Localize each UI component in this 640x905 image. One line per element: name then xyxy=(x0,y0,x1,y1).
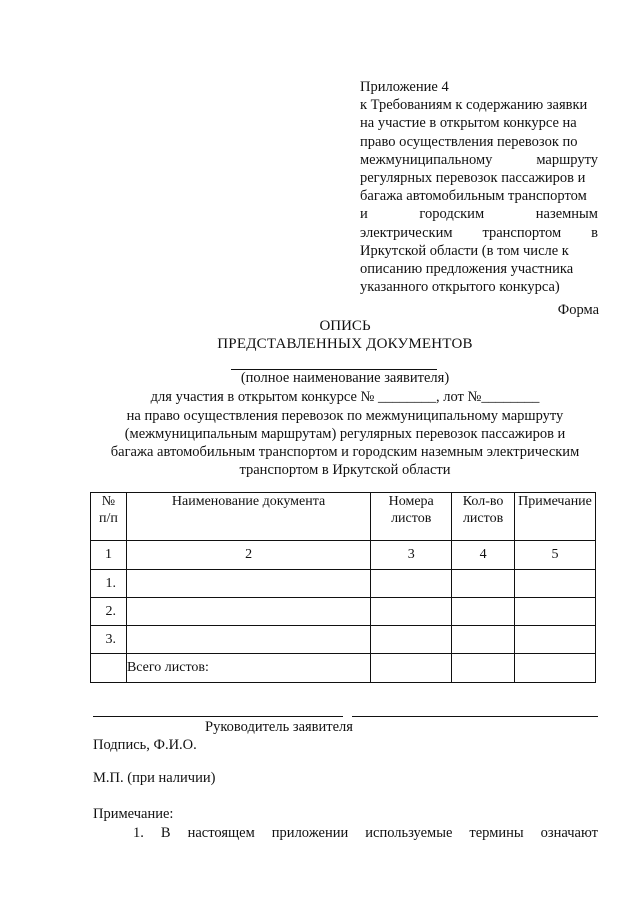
table-cell xyxy=(126,570,370,598)
documents-table xyxy=(90,492,596,683)
stamp-label: М.П. (при наличии) xyxy=(93,770,216,786)
head-label: Руководитель заявителя xyxy=(205,719,353,735)
appendix-line: электрическим транспортом в xyxy=(360,224,598,241)
table-header-row xyxy=(91,493,596,541)
row-number: 1. xyxy=(91,570,127,598)
table-cell xyxy=(515,626,596,654)
document-subtitle: ПРЕДСТАВЛЕННЫХ ДОКУМЕНТОВ xyxy=(217,336,473,352)
appendix-line: к Требованиям к содержанию заявки xyxy=(360,97,588,114)
appendix-header xyxy=(360,78,598,296)
table-cell xyxy=(515,598,596,626)
column-number-row xyxy=(91,541,596,570)
appendix-line: на участие в открытом конкурсе на xyxy=(360,115,577,132)
header-cell-page-numbers: Номера листов xyxy=(371,493,452,541)
appendix-line: межмуниципальному маршруту xyxy=(360,151,598,168)
purpose-line: транспортом в Иркутской области xyxy=(239,462,451,478)
note-word: используемые xyxy=(365,825,453,841)
total-row xyxy=(91,654,596,683)
appendix-line: право осуществления перевозок по xyxy=(360,133,578,150)
appendix-line: описанию предложения участника xyxy=(360,261,574,278)
note-word: термины xyxy=(469,825,524,841)
note-word: приложении xyxy=(271,825,349,841)
table-cell xyxy=(371,598,452,626)
appendix-line: и городским наземным xyxy=(360,206,598,223)
table-cell xyxy=(126,626,370,654)
table-row xyxy=(91,570,596,598)
signature-line-right xyxy=(352,716,598,717)
appendix-line: Приложение 4 xyxy=(360,79,449,95)
appendix-line: указанного открытого конкурса) xyxy=(360,279,560,296)
table-row xyxy=(91,598,596,626)
applicant-caption: (полное наименование заявителя) xyxy=(240,370,450,386)
contest-line: для участия в открытом конкурсе № ________, лот №________ xyxy=(150,389,540,405)
row-number: 3. xyxy=(91,626,127,654)
table-cell xyxy=(91,654,127,683)
note-word: означают xyxy=(540,825,598,841)
total-label: Всего листов: xyxy=(126,654,370,683)
appendix-line: багажа автомобильным транспортом xyxy=(360,188,587,205)
table-cell xyxy=(452,570,515,598)
form-label: Форма xyxy=(557,302,599,318)
column-number: 2 xyxy=(126,541,370,570)
table-cell xyxy=(515,570,596,598)
purpose-line: (межмуниципальным маршрутам) регулярных перевозок пассажиров и xyxy=(124,426,566,442)
table-cell xyxy=(371,626,452,654)
purpose-line: на право осуществления перевозок по межмуниципальному маршруту xyxy=(126,408,564,424)
table-cell xyxy=(371,570,452,598)
document-title: ОПИСЬ xyxy=(319,318,371,334)
column-number: 5 xyxy=(515,541,596,570)
table-cell xyxy=(452,626,515,654)
note-word: 1. xyxy=(133,825,144,841)
purpose-line: багажа автомобильным транспортом и городским наземным электрическим xyxy=(110,444,580,460)
table-cell xyxy=(126,598,370,626)
table-cell xyxy=(371,654,452,683)
table-row xyxy=(91,626,596,654)
note-item xyxy=(133,825,598,842)
note-word: настоящем xyxy=(187,825,255,841)
table-cell xyxy=(452,598,515,626)
note-word: В xyxy=(160,825,171,841)
appendix-line: регулярных перевозок пассажиров и xyxy=(360,170,586,187)
table-cell xyxy=(515,654,596,683)
header-cell-document-name: Наименование документа xyxy=(126,493,370,541)
signature-line-left xyxy=(93,716,343,717)
header-cell-note: Примечание xyxy=(515,493,596,541)
purpose-text xyxy=(93,407,597,479)
note-title: Примечание: xyxy=(93,806,174,822)
header-cell-number: № п/п xyxy=(91,493,127,541)
appendix-line: Иркутской области (в том числе к xyxy=(360,242,569,259)
signature-label: Подпись, Ф.И.О. xyxy=(93,737,197,753)
column-number: 4 xyxy=(452,541,515,570)
column-number: 1 xyxy=(91,541,127,570)
row-number: 2. xyxy=(91,598,127,626)
table-cell xyxy=(452,654,515,683)
header-cell-page-count: Кол-во листов xyxy=(452,493,515,541)
column-number: 3 xyxy=(371,541,452,570)
